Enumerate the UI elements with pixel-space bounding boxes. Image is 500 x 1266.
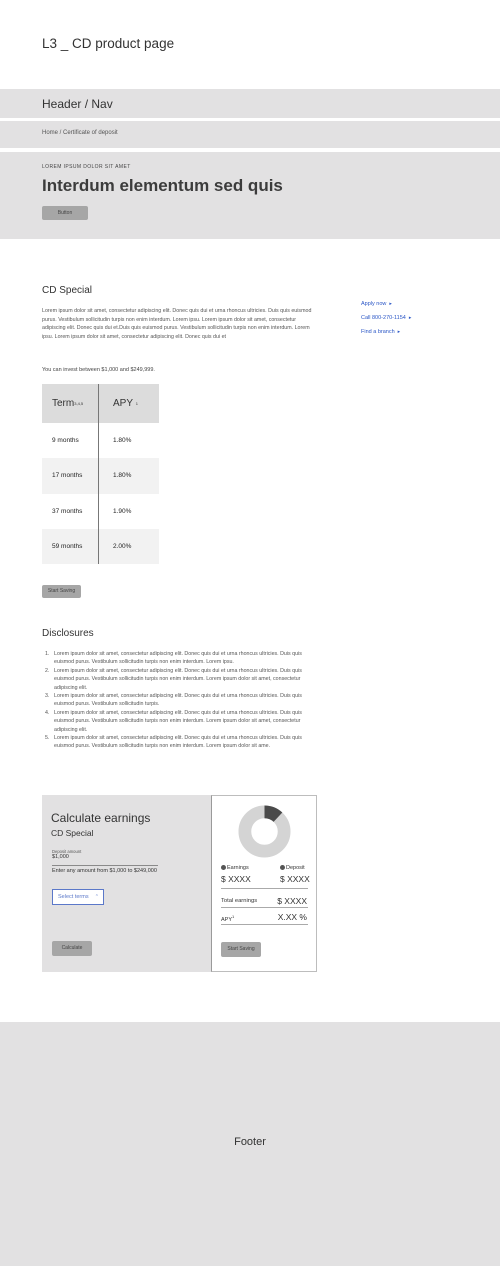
- term-header-label: Term: [52, 398, 75, 409]
- divider: [221, 888, 308, 889]
- apy-cell: 1.80%: [113, 437, 132, 445]
- list-item-number: 4.: [45, 709, 50, 716]
- table-row: [42, 423, 159, 458]
- calculator-start-saving-button[interactable]: Start Saving: [221, 942, 261, 957]
- table-row: [42, 458, 159, 493]
- deposit-dot-icon: [280, 865, 285, 870]
- header-nav-label: Header / Nav: [42, 97, 113, 111]
- apy-header-label: APY: [113, 398, 134, 409]
- term-cell: 17 months: [52, 472, 83, 480]
- term-cell: 9 months: [52, 437, 79, 445]
- earnings-value: $ XXXX: [221, 874, 251, 884]
- calculator-subtitle: CD Special: [51, 828, 94, 838]
- term-cell: 59 months: [52, 543, 83, 551]
- hero-title: Interdum elementum sed quis: [42, 176, 283, 195]
- list-item-text: Lorem ipsum dolor sit amet, consectetur adipiscing elit. Donec quis dui et urna rhoncus ultricies. Duis quis euismod purus. Vestibulum sollicitudin turpis non enim interdum. Lorem ipsum dolor sit ame.: [54, 735, 302, 750]
- list-item-number: 3.: [45, 693, 50, 700]
- list-item-number: 1.: [45, 651, 50, 657]
- total-earnings-label: Total earnings: [221, 898, 258, 904]
- deposit-legend: [280, 865, 305, 871]
- call-label: Call 800-270-1154: [361, 315, 406, 321]
- deposit-hint: Enter any amount from $1,000 to $249,000: [52, 868, 157, 874]
- breadcrumb-text[interactable]: Home / Certificate of deposit: [42, 130, 118, 136]
- chevron-right-icon: ▸: [389, 301, 392, 307]
- list-item: [45, 734, 310, 751]
- start-saving-button[interactable]: Start Saving: [42, 585, 81, 598]
- footer-label: Footer: [234, 1136, 266, 1148]
- side-links: [361, 300, 411, 342]
- rates-table: [42, 384, 159, 564]
- find-branch-label: Find a branch: [361, 329, 395, 335]
- select-terms-dropdown[interactable]: [52, 889, 104, 905]
- calculator-results: [211, 795, 317, 972]
- term-cell: 37 months: [52, 507, 83, 515]
- deposit-value: $ XXXX: [280, 874, 310, 884]
- apy-header-sup: 1: [135, 401, 139, 406]
- list-item-text: Lorem ipsum dolor sit amet, consectetur adipiscing elit. Donec quis dui et urna rhoncus ultricies. Duis quis euismod purus. Vestibulum sollicitudin turpis.: [54, 693, 302, 708]
- rates-table-header: [42, 384, 159, 423]
- apy-cell: 1.80%: [113, 472, 132, 480]
- divider: [221, 907, 308, 908]
- list-item-text: Lorem ipsum dolor sit amet, consectetur adipiscing elit. Donec quis dui et urna rhoncus ultricies. Duis quis euismod purus. Vestibulum sollicitudin turpis non enim interdum. Lorem ipsum dolor sit amet, consectetur adipiscing elit.: [54, 709, 302, 733]
- earnings-dot-icon: [221, 865, 226, 870]
- deposit-amount-label: Deposit amount: [52, 849, 82, 854]
- header-nav: [0, 89, 500, 118]
- chevron-right-icon: ▸: [397, 329, 401, 335]
- breadcrumb: [0, 121, 500, 148]
- list-item-number: 2.: [45, 667, 50, 674]
- earnings-donut-chart: [238, 805, 291, 858]
- hero-button[interactable]: Button: [42, 206, 88, 220]
- disclosures-list: [45, 650, 310, 751]
- apy-label: [221, 914, 234, 923]
- page-title: L3 _ CD product page: [42, 36, 175, 51]
- earnings-legend: [221, 865, 249, 871]
- call-link[interactable]: [361, 314, 411, 328]
- list-item: [45, 650, 310, 667]
- earnings-legend-label: Earnings: [227, 865, 249, 871]
- hero-eyebrow: LOREM IPSUM DOLOR SIT AMET: [42, 164, 131, 170]
- apy-cell: 2.00%: [113, 543, 132, 551]
- apply-now-link[interactable]: [361, 300, 411, 314]
- hero-banner: [0, 152, 500, 239]
- apy-value: X.XX %: [277, 912, 307, 922]
- deposit-legend-label: Deposit: [286, 865, 305, 871]
- deposit-input-underline: [52, 865, 158, 866]
- list-item: [45, 667, 310, 692]
- list-item-number: 5.: [45, 735, 50, 742]
- footer: [0, 1022, 500, 1266]
- find-branch-link[interactable]: [361, 328, 411, 342]
- apply-now-label: Apply now: [361, 301, 387, 307]
- deposit-amount-input[interactable]: $1,000: [52, 854, 69, 860]
- invest-range-note: You can invest between $1,000 and $249,999.: [42, 367, 155, 373]
- list-item-text: Lorem ipsum dolor sit amet, consectetur adipiscing elit. Donec quis dui et urna rhoncus ultricies. Duis quis euismod purus. Vestibulum sollicitudin turpis non enim interdum. Lorem ipsum dolor sit amet, consectetur adipiscing elit.: [54, 667, 302, 691]
- cd-special-title: CD Special: [42, 285, 93, 296]
- divider: [221, 924, 308, 925]
- calculate-button[interactable]: Calculate: [52, 941, 92, 956]
- total-earnings-value: $ XXXX: [277, 896, 307, 906]
- cd-special-body: Lorem ipsum dolor sit amet, consectetur adipiscing elit. Donec quis dui et urna rhoncus ultricies. Duis quis euismod purus. Vestibulum sollicitudin turpis non enim interdum. Lorem ipsu. Lorem ipsum dolor sit amet, consectetur adipiscing elit. Donec quis dui et.Duis quis euismod purus. Vestibulum sollicitudin turpis non enim interdum. Lorem ipsu. Lorem ipsum dolor sit amet, consectetur adipiscing elit. Donec quis dui et: [42, 308, 312, 340]
- calculator-title: Calculate earnings: [51, 811, 151, 825]
- apy-header: [113, 384, 138, 423]
- apy-label-sup: 1: [232, 914, 235, 919]
- calculator-form: [42, 795, 211, 972]
- column-divider: [98, 384, 99, 564]
- apy-cell: 1.90%: [113, 507, 132, 515]
- list-item: [45, 692, 310, 709]
- table-row: [42, 494, 159, 529]
- disclosures-title: Disclosures: [42, 628, 94, 639]
- chevron-right-icon: ▸: [408, 315, 412, 321]
- list-item: [45, 709, 310, 734]
- list-item-text: Lorem ipsum dolor sit amet, consectetur adipiscing elit. Donec quis dui et urna rhoncus ultricies. Duis quis euismod purus. Vestibulum sollicitudin turpis non enim interdum. Lorem ipsu.: [54, 651, 302, 666]
- select-terms-label: Select terms: [58, 894, 89, 900]
- table-row: [42, 529, 159, 564]
- chevron-up-icon: ⌃: [94, 894, 99, 900]
- apy-label-text: APY: [221, 916, 233, 923]
- term-header-sup: 3,4,5: [74, 401, 84, 406]
- term-header: [52, 384, 83, 423]
